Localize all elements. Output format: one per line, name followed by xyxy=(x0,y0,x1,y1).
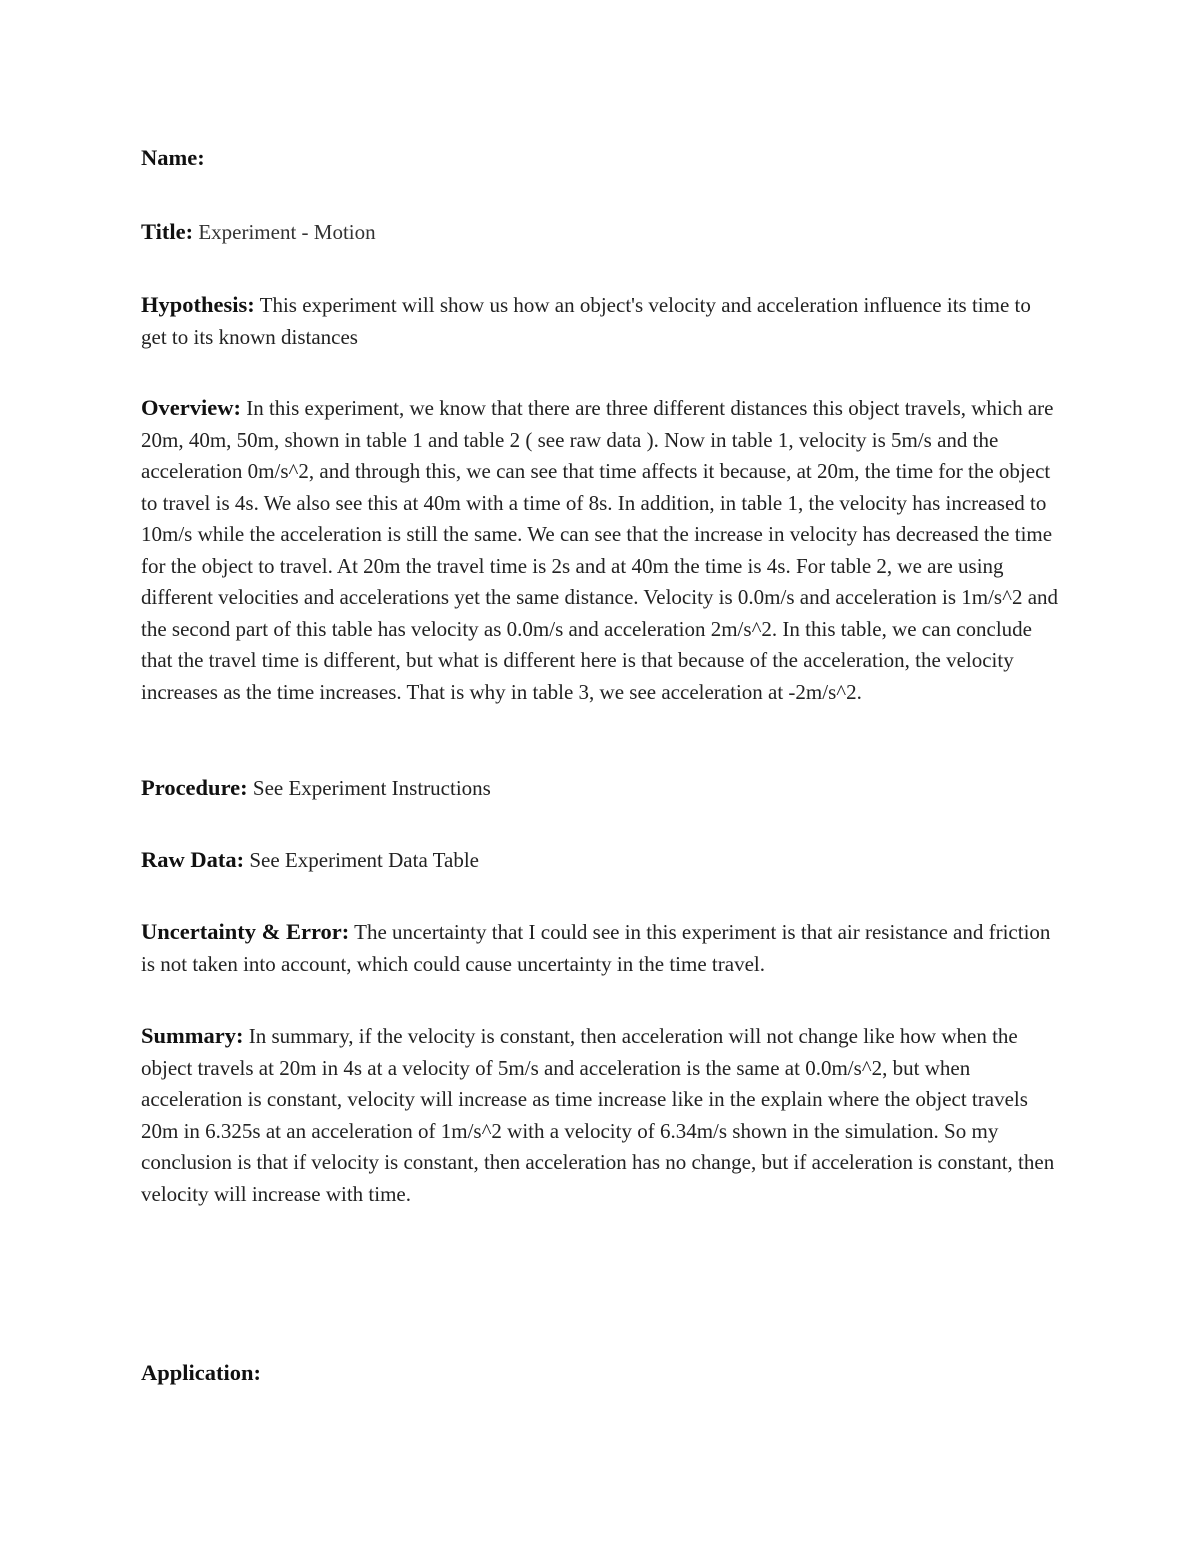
procedure-label: Procedure: xyxy=(141,775,248,800)
overview-section xyxy=(141,392,1061,708)
summary-label: Summary: xyxy=(141,1023,244,1048)
uncertainty-label: Uncertainty & Error: xyxy=(141,919,350,944)
raw-data-label: Raw Data: xyxy=(141,847,245,872)
hypothesis-section xyxy=(141,289,1061,353)
uncertainty-text: The uncertainty that I could see in this experiment is that air resistance and friction is not taken into account, which could cause uncertainty in the time travel. xyxy=(141,920,1051,976)
procedure-section xyxy=(141,772,1061,805)
raw-data-section xyxy=(141,844,1061,877)
title-label: Title: xyxy=(141,219,194,244)
name-section xyxy=(141,142,1061,175)
summary-text: In summary, if the velocity is constant, then acceleration will not change like how when the object travels at 20m in 4s at a velocity of 5m/s and acceleration is the same at 0.0m/s^2, but when acceleration is constant, velocity will increase as time increase like in the explain where the object travels 20m in 6.325s at an acceleration of 1m/s^2 with a velocity of 6.34m/s shown in the simulation. So my conclusion is that if velocity is constant, then acceleration has no change, but if acceleration is constant, then velocity will increase with time. xyxy=(141,1024,1055,1206)
application-section xyxy=(141,1357,1061,1390)
procedure-text: See Experiment Instructions xyxy=(252,776,491,800)
uncertainty-section xyxy=(141,916,1061,980)
title-section xyxy=(141,216,1061,249)
title-text: Experiment - Motion xyxy=(198,220,376,244)
hypothesis-label: Hypothesis: xyxy=(141,292,255,317)
overview-label: Overview: xyxy=(141,395,241,420)
overview-text: In this experiment, we know that there are three different distances this object travels, which are 20m, 40m, 50m, shown in table 1 and table 2 ( see raw data ). Now in table 1, velocity is 5m/s and the acceleration 0m/s^2, and through this, we can see that time affects it because, at 20m, the time for the object to travel is 4s. We also see this at 40m with a time of 8s. In addition, in table 1, the velocity has increased to 10m/s while the acceleration is still the same. We can see that the increase in velocity has decreased the time for the object to travel. At 20m the travel time is 2s and at 40m the time is 4s. For table 2, we are using different velocities and accelerations yet the same distance. Velocity is 0.0m/s and acceleration is 1m/s^2 and the second part of this table has velocity as 0.0m/s and acceleration 2m/s^2. In this table, we can conclude that the travel time is different, but what is different here is that because of the acceleration, the velocity increases as the time increases. That is why in table 3, we see acceleration at -2m/s^2. xyxy=(141,396,1059,704)
hypothesis-text: This experiment will show us how an object's velocity and acceleration influence its time to get to its known distances xyxy=(141,293,1031,349)
application-label: Application: xyxy=(141,1360,262,1385)
summary-section xyxy=(141,1020,1061,1210)
name-label: Name: xyxy=(141,145,205,170)
raw-data-text: See Experiment Data Table xyxy=(249,848,479,872)
